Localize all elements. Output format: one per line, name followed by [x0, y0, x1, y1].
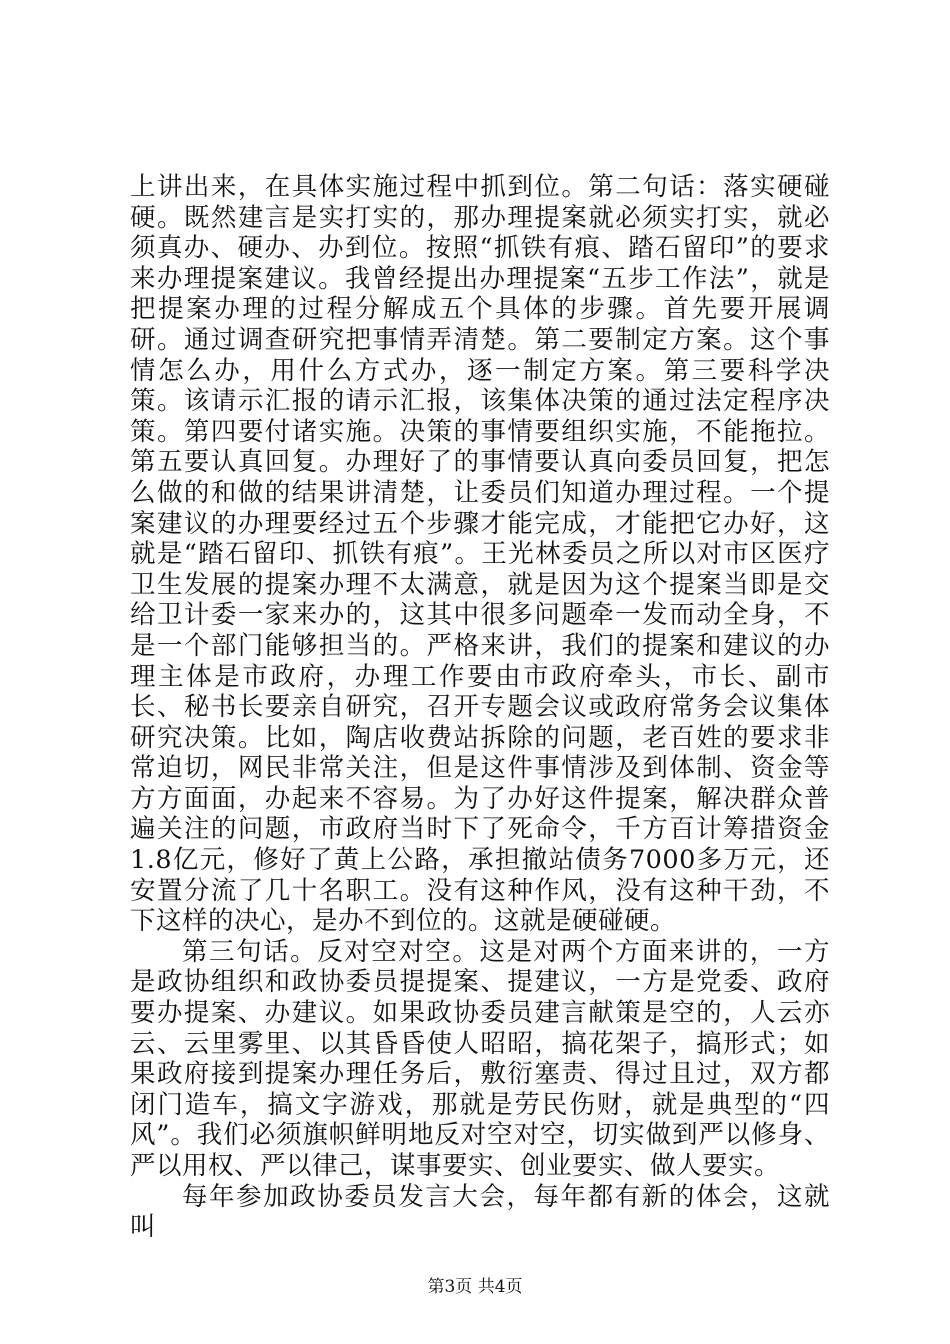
paragraph-3: 每年参加政协委员发言大会，每年都有新的体会，这就叫 [130, 1181, 830, 1243]
paragraph-2: 第三句话。反对空对空。这是对两个方面来讲的，一方是政协组织和政协委员提提案、提建议，一方是党委、政府要办提案、办建议。如果政协委员建言献策是空的，人云亦云、云里雾里、以其昏昏使人昭昭，搞花架子，搞形式；如果政府接到提案办理任务后，敷衍塞责、得过且过，双方都闭门造车，搞文字游戏，那就是劳民伤财，就是典型的“四风”。我们必须旗帜鲜明地反对空对空，切实做到严以修身、严以用权、严以律己，谋事要实、创业要实、做人要实。 [130, 936, 830, 1181]
document-body [130, 172, 830, 1243]
paragraph-1: 上讲出来，在具体实施过程中抓到位。第二句话：落实硬碰硬。既然建言是实打实的，那办理提案就必须实打实，就必须真办、硬办、办到位。按照“抓铁有痕、踏石留印”的要求来办理提案建议。我曾经提出办理提案“五步工作法”，就是把提案办理的过程分解成五个具体的步骤。首先要开展调研。通过调查研究把事情弄清楚。第二要制定方案。这个事情怎么办，用什么方式办，逐一制定方案。第三要科学决策。该请示汇报的请示汇报，该集体决策的通过法定程序决策。第四要付诸实施。决策的事情要组织实施，不能拖拉。第五要认真回复。办理好了的事情要认真向委员回复，把怎么做的和做的结果讲清楚，让委员们知道办理过程。一个提案建议的办理要经过五个步骤才能完成，才能把它办好，这就是“踏石留印、抓铁有痕”。王光林委员之所以对市区医疗卫生发展的提案办理不太满意，就是因为这个提案当即是交给卫计委一家来办的，这其中很多问题牵一发而动全身，不是一个部门能够担当的。严格来讲，我们的提案和建议的办理主体是市政府，办理工作要由市政府牵头，市长、副市长、秘书长要亲自研究，召开专题会议或政府常务会议集体研究决策。比如，陶店收费站拆除的问题，老百姓的要求非常迫切，网民非常关注，但是这件事情涉及到体制、资金等方方面面，办起来不容易。为了办好这件提案，解决群众普遍关注的问题，市政府当时下了死命令，千方百计筹措资金1.8亿元，修好了黄上公路，承担撤站债务7000多万元，还安置分流了几十名职工。没有这种作风，没有这种干劲，不下这样的决心，是办不到位的。这就是硬碰硬。 [130, 172, 830, 937]
page-footer: 第3页 共4页 [427, 1277, 523, 1297]
